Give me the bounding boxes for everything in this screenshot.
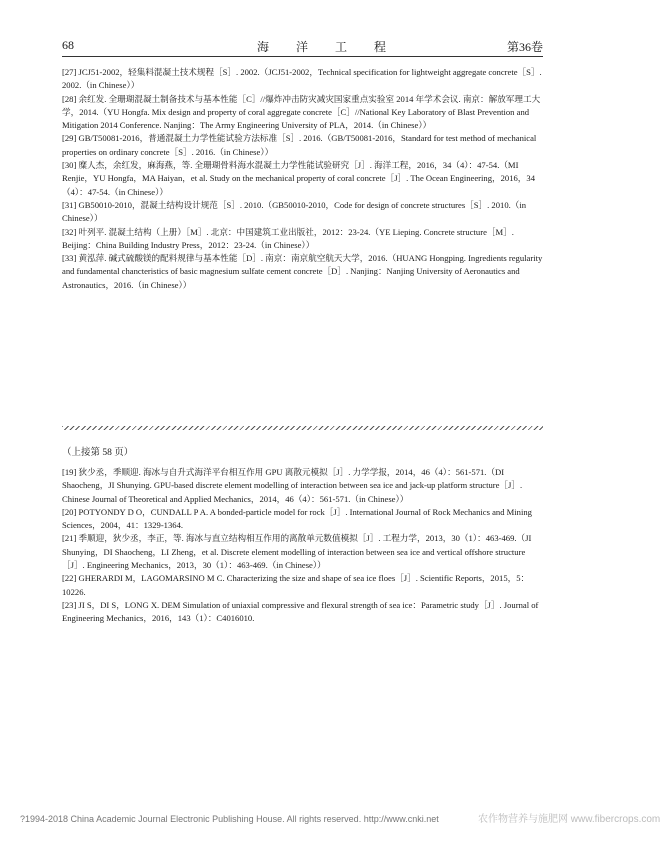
reference-number: [31] [62,199,77,210]
reference-number: [33] [62,253,77,264]
reference-number: [30] [62,160,77,171]
reference-number: [20] [62,506,77,517]
reference-number: [19] [62,467,77,477]
reference-entry [62,466,543,506]
journal-name: 海 洋 工 程 [257,40,399,54]
section-divider [62,426,543,430]
reference-number: [28] [62,93,77,104]
reference-entry [62,93,543,133]
reference-entry [62,252,543,292]
reference-number: [22] [62,573,77,584]
reference-text: 叶列平. 混凝土结构（上册）［M］. 北京：中国建筑工业出版社，2012：23-24.（YE Lieping. Concrete structure［M］. Beijing：China Building Industry Press，2012：23-24.（in Chinese）） [62,226,514,250]
reference-text: GB/T50081-2016，普通混凝土力学性能试验方法标准［S］. 2016.（GB/T50081-2016，Standard for test method of mechanical properties on ordinary concrete［S］. 2016.（in Chinese）） [62,133,537,157]
reference-entry [62,132,543,159]
reference-text: 黄泓萍. 碱式硫酸镁的配料规律与基本性能［D］. 南京：南京航空航天大学，2016.（HUANG Hongping. Ingredients regularity and fundamental chancteristics of basic magnesium sulfate cement concrete［D］. Nanjing：Nanjing University of Aeronautics and Astronautics，2016.（in Chinese）） [62,253,543,290]
reference-number: [32] [62,226,77,237]
reference-text: POTYONDY D O，CUNDALL P A. A bonded-particle model for rock［J］. International Journal of Rock Mechanics and Mining Sciences，2004，41：1329-1364. [62,506,532,531]
reference-entry [62,226,543,253]
reference-entry [62,532,543,572]
reference-entry [62,159,543,199]
reference-entry [62,199,543,226]
reference-entry [62,572,543,599]
reference-text: JI S，DI S，LONG X. DEM Simulation of uniaxial compressive and flexural strength of sea ice：Parametric study［J］. Journal of Engineering Mechanics，2016，143（1）：C4016010. [62,599,539,624]
reference-list-top [62,66,543,292]
continuation-note: （上接第 58 页） [62,448,134,458]
reference-list-bottom [62,466,543,626]
reference-number: [23] [62,599,77,610]
reference-text: 狄少丞，季顺迎. 海冰与自升式海洋平台相互作用 GPU 离散元模拟［J］. 力学学报，2014，46（4）：561-571.（DI Shaocheng，JI Shunying. GPU-based discrete element modelling of interaction between sea ice and jack-up platform structure［J］. Chinese Journal of Theoretical and Applied Mechanics，2014，46（4）：561-571.（in Chinese）） [62,467,523,504]
reference-entry [62,66,543,93]
reference-text: JCJ51-2002，轻集料混凝土技术规程［S］. 2002.（JCJ51-2002，Technical specification for lightweight aggregate concrete［S］. 2002.（in Chinese）） [62,67,542,91]
reference-text: 余红发. 全珊瑚混凝土制备技术与基本性能［C］//爆炸冲击防灾减灾国家重点实验室 2014 年学术会议. 南京：解放军理工大学，2014.（YU Hongfa. Mix design and property of coral aggregate concrete［C］//National Key Laboratory of Blast Prevention and Mitigation 2014 Conference. Nanjing：The Army Engineering University of PLA，2014.（in Chinese）） [62,93,541,131]
volume-label: 第36卷 [506,40,543,54]
reference-text: GHERARDI M，LAGOMARSINO M C. Characterizing the size and shape of sea ice floes［J］. Scientific Reports，2015，5：10226. [62,573,530,597]
reference-text: 季顺迎，狄少丞，李正，等. 海冰与直立结构相互作用的离散单元数值模拟［J］. 工程力学，2013，30（1）：463-469.（JI Shunying，DI Shaocheng，LI Zheng，et al. Discrete element modelling of interaction between sea ice and vertical offshore structure［J］. Engineering Mechanics，2013，30（1）：463-469.（in Chinese）） [62,533,532,571]
reference-entry [62,599,543,626]
page-number: 68 [62,38,74,52]
reference-number: [27] [62,67,77,77]
running-header [62,38,543,54]
watermark-logo: 农作物营养与施肥网 www.fibercrops.com [478,814,660,825]
reference-text: GB50010-2010，混凝土结构设计规范［S］. 2010.（GB50010-2010，Code for design of concrete structures［S］. 2010.（in Chinese）） [62,199,527,224]
reference-number: [21] [62,533,77,544]
header-rule [62,56,543,57]
reference-entry [62,506,543,533]
reference-number: [29] [62,133,77,144]
copyright-footer: ?1994-2018 China Academic Journal Electronic Publishing House. All rights reserved. http://www.cnki.net [20,814,439,824]
reference-text: 糜人杰，余红发，麻海燕，等. 全珊瑚骨料海水混凝土力学性能试验研究［J］. 海洋工程，2016，34（4）：47-54.（MI Renjie，YU Hongfa，MA Haiyan，et al. Study on the mechanical property of coral concrete［J］. The Ocean Engineering，2016，34（4）：47-54.（in Chinese）） [62,160,535,197]
